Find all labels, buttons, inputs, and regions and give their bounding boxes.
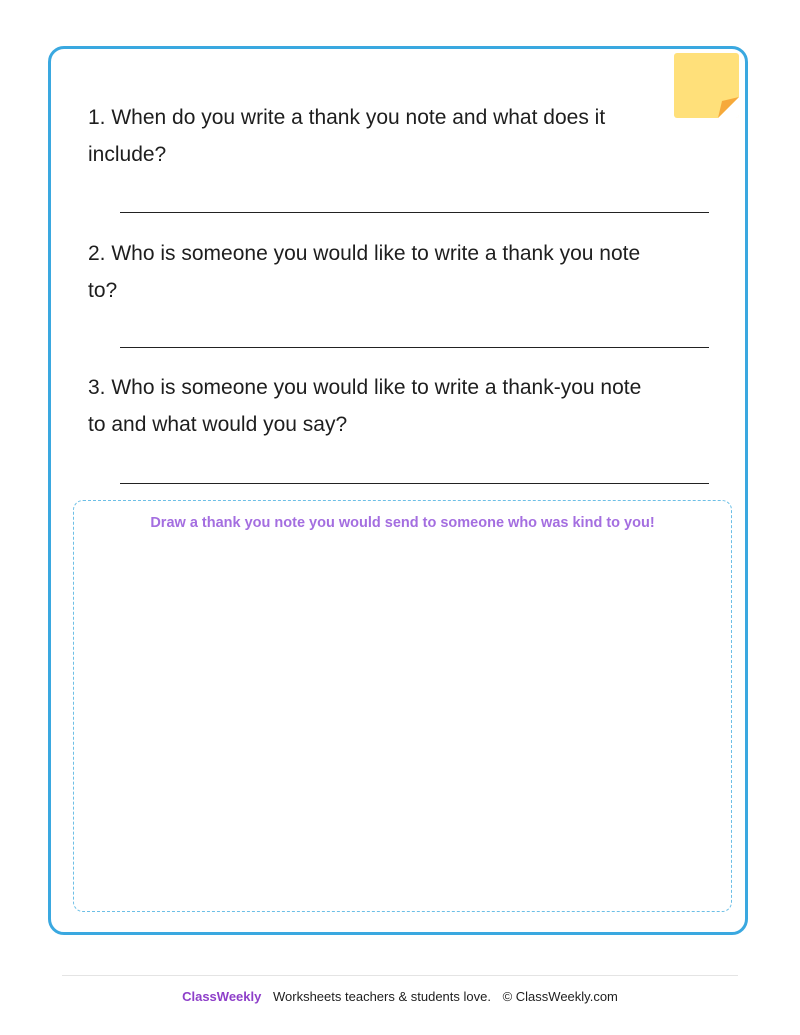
question-2-line-1: 2. Who is someone you would like to write a thank you note xyxy=(88,242,641,265)
footer-divider xyxy=(62,975,738,976)
question-2 xyxy=(88,235,688,309)
drawing-area[interactable] xyxy=(73,500,732,912)
footer-copyright: © ClassWeekly.com xyxy=(502,989,618,1004)
question-3 xyxy=(88,369,688,443)
question-1 xyxy=(88,99,688,173)
answer-line-2[interactable] xyxy=(120,347,709,348)
drawing-prompt: Draw a thank you note you would send to someone who was kind to you! xyxy=(150,515,655,531)
question-3-line-1: 3. Who is someone you would like to write a thank-you note xyxy=(88,376,642,399)
footer-tagline: Worksheets teachers & students love. xyxy=(272,989,491,1004)
question-2-line-2: to? xyxy=(88,279,118,302)
answer-line-3[interactable] xyxy=(120,483,709,484)
footer-brand: ClassWeekly xyxy=(182,989,262,1004)
footer xyxy=(0,989,800,1004)
question-1-line-1: 1. When do you write a thank you note and what does it xyxy=(88,106,606,129)
question-3-line-2: to and what would you say? xyxy=(88,413,348,436)
question-1-line-2: include? xyxy=(88,143,167,166)
answer-line-1[interactable] xyxy=(120,212,709,213)
